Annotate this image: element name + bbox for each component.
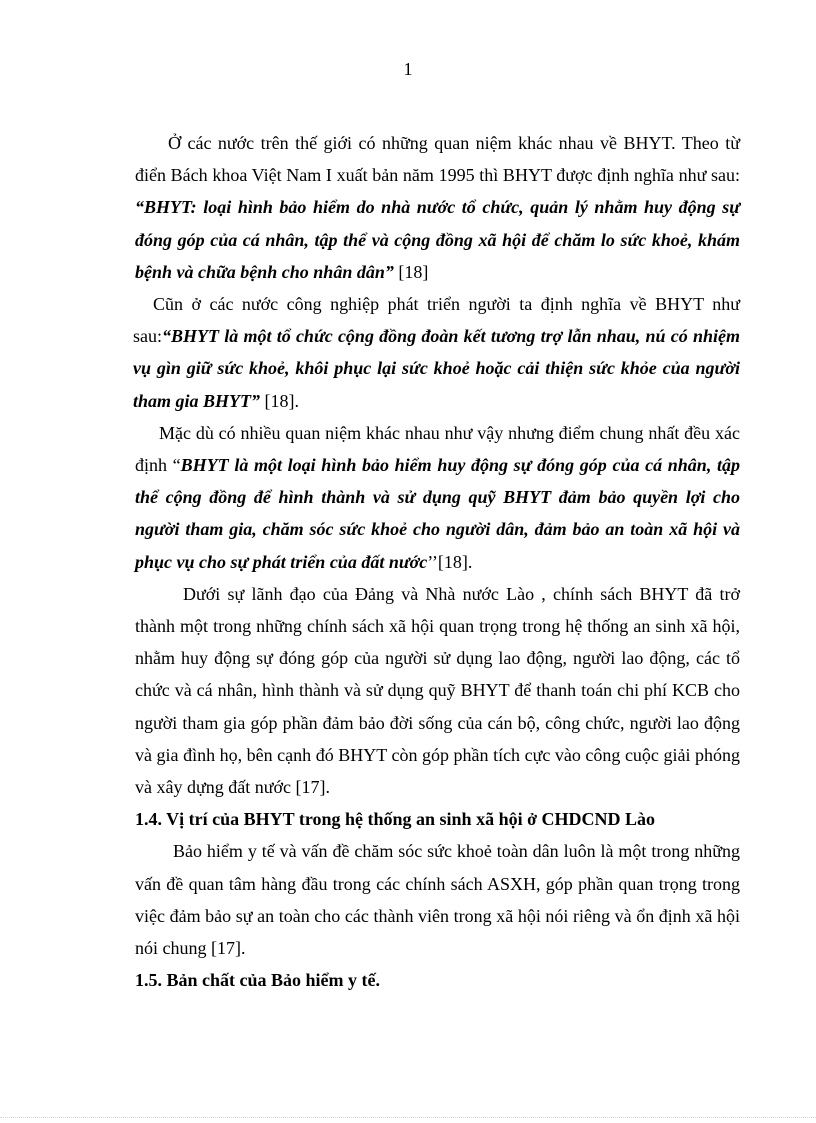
page-bottom-divider bbox=[0, 1117, 816, 1118]
paragraph-bhyt-definition-vietnam bbox=[135, 127, 740, 288]
paragraph-bhyt-definition-industrial bbox=[133, 288, 740, 417]
definition-quote: “BHYT: loại hình bảo hiểm do nhà nước tổ chức, quản lý nhằm huy động sự đóng góp của cá nhân, tập thể và cộng đồng xã hội để chăm lo sức khoẻ, khám bệnh và chữa bệnh cho nhân dân” bbox=[135, 197, 740, 282]
section-heading-1-4: 1.4. Vị trí của BHYT trong hệ thống an sinh xã hội ở CHDCND Lào bbox=[135, 809, 656, 830]
paragraph-text: Cũn ở các nước công nghiệp phát triển người ta định nghĩa về BHYT như sau: bbox=[133, 294, 740, 347]
citation: ’’[18]. bbox=[427, 551, 473, 572]
paragraph-health-insurance-role: Bảo hiểm y tế và vấn đề chăm sóc sức khoẻ toàn dân luôn là một trong những vấn đề quan tâm hàng đầu trong các chính sách ASXH, góp phần quan trọng trong việc đảm bảo sự an toàn cho các thành viên trong xã hội nói riêng và ổn định xã hội nói chung [17]. bbox=[135, 841, 740, 959]
citation: [18] bbox=[393, 261, 429, 282]
paragraph-bhyt-common-definition bbox=[135, 417, 740, 578]
definition-quote: BHYT là một loại hình bảo hiểm huy động sự đóng góp của cá nhân, tập thể cộng đồng để hình thành và sử dụng quỹ BHYT đảm bảo quyền lợi cho người tham gia, chăm sóc sức khoẻ cho người dân, đảm bảo an toàn xã hội và phục vụ cho sự phát triển của đất nước bbox=[135, 455, 740, 572]
paragraph-lao-policy: Dưới sự lãnh đạo của Đảng và Nhà nước Lào , chính sách BHYT đã trở thành một trong những chính sách xã hội quan trọng trong hệ thống an sinh xã hội, nhằm huy động sự đóng góp của người sử dụng lao động, người lao động, các tổ chức và cá nhân, hình thành và sử dụng quỹ BHYT để thanh toán chi phí KCB cho người tham gia góp phần đảm bảo đời sống của cán bộ, công chức, người lao động và gia đình họ, bên cạnh đó BHYT còn góp phần tích cực vào công cuộc giải phóng và xây dựng đất nước [17]. bbox=[135, 583, 740, 798]
paragraph-text: Mặc dù có nhiều quan niệm khác nhau như vậy nhưng điểm chung nhất đều xác định “ bbox=[135, 422, 740, 476]
paragraph-text: Ở các nước trên thế giới có những quan niệm khác nhau về BHYT. Theo từ điển Bách khoa Việt Nam I xuất bản năm 1995 thì BHYT được định nghĩa như sau: bbox=[135, 133, 740, 186]
page-number: 1 bbox=[403, 59, 413, 79]
citation: [18]. bbox=[260, 390, 300, 411]
document-body bbox=[135, 127, 740, 996]
definition-quote: “BHYT là một tổ chức cộng đồng đoàn kết tương trợ lẫn nhau, nú có nhiệm vụ gìn giữ sức khoẻ, khôi phục lại sức khoẻ hoặc cải thiện sức khỏe của người tham gia BHYT” bbox=[133, 326, 740, 411]
section-heading-1-5: 1.5. Bản chất của Bảo hiểm y tế. bbox=[135, 970, 380, 991]
